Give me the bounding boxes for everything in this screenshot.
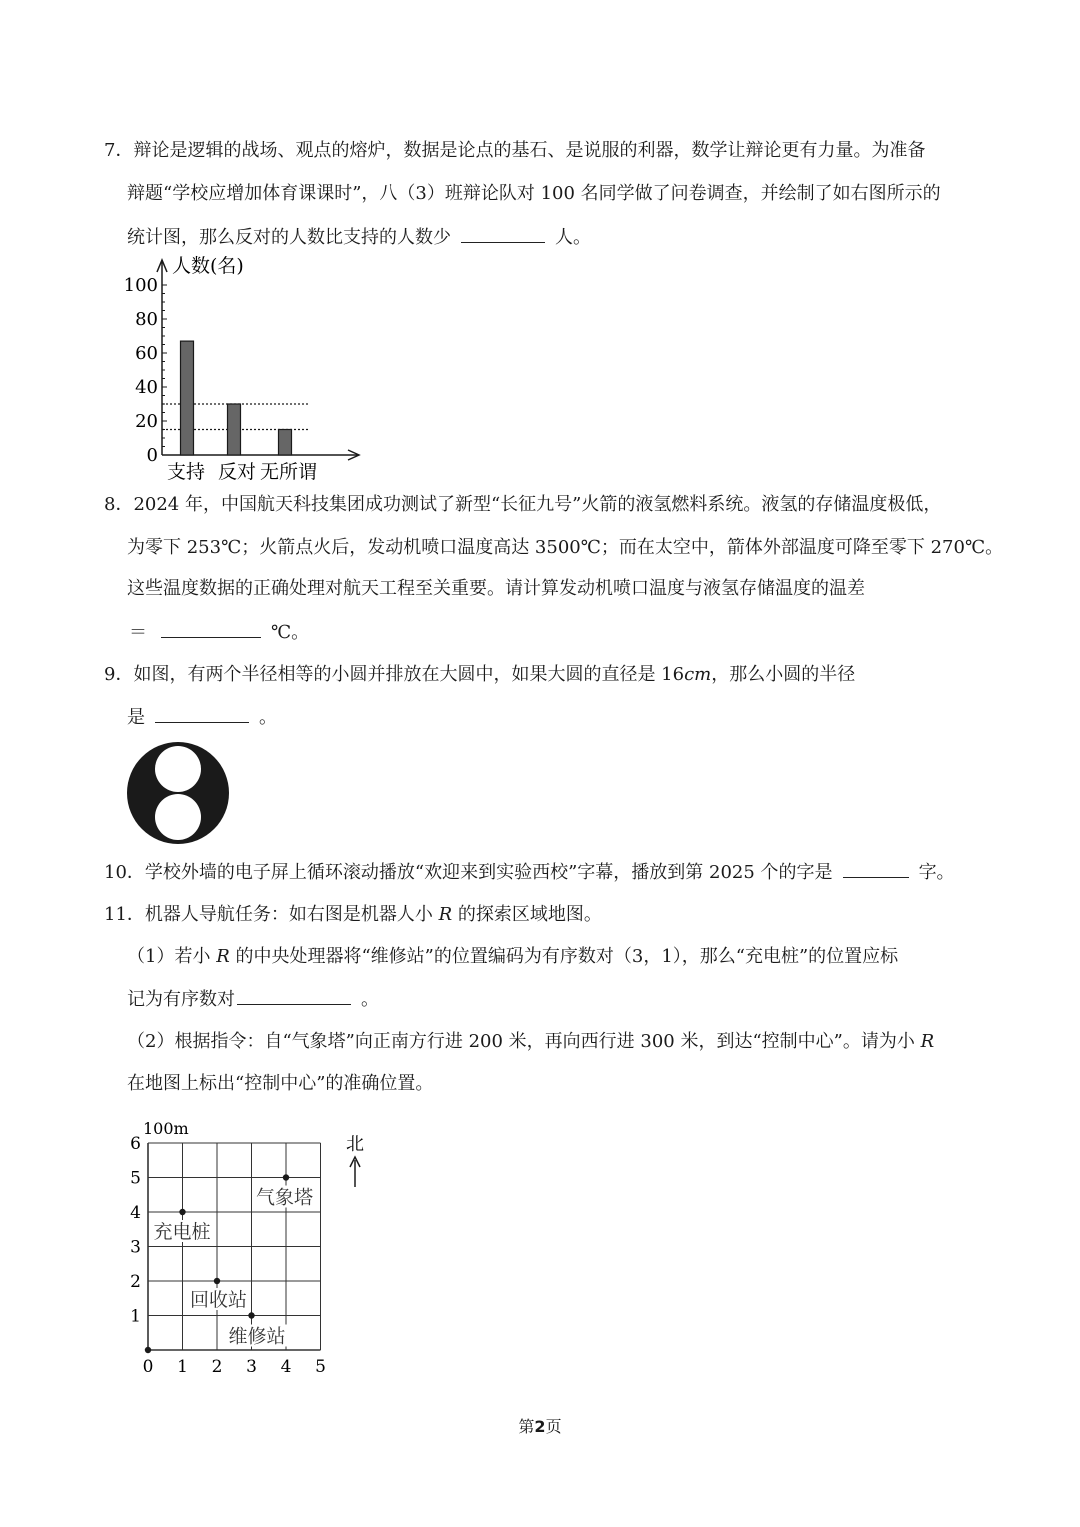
bar-y-tick-label: 40 [135, 377, 158, 398]
map-y-tick-label: 2 [130, 1272, 141, 1292]
q11-p1-robot-name: R [216, 946, 230, 967]
map-unit-label: 100m [143, 1119, 189, 1138]
map-y-tick-label: 5 [130, 1168, 141, 1189]
bar-chart-ylabel: 人数(名) [172, 255, 244, 277]
q7-line3-end: 人。 [555, 227, 591, 248]
q10-end: 字。 [918, 862, 955, 883]
q11-part2-line2: 在地图上标出“控制中心”的准确位置。 [127, 1073, 434, 1094]
q9-line1-end: ，那么小圆的半径 [711, 664, 856, 685]
map-x-tick-label: 1 [177, 1357, 188, 1377]
small-circle-bottom [155, 794, 201, 840]
north-arrow-icon [350, 1157, 360, 1187]
q7-answer-blank[interactable] [461, 224, 545, 243]
q9-line2 [127, 704, 277, 731]
map-y-tick-label: 6 [130, 1134, 141, 1154]
q11-line1 [104, 902, 602, 928]
map-x-tick-label: 0 [142, 1357, 154, 1377]
q9-line2-text: 是 [127, 707, 145, 728]
q11-p1-text3: 记为有序数对 [127, 989, 235, 1010]
q9-unit: cm [684, 664, 712, 685]
bar-y-tick-label: 100 [123, 275, 158, 296]
bar-y-tick-label: 60 [135, 343, 158, 364]
grid-map[interactable] [118, 1112, 388, 1382]
q8-line1: 8．2024 年，中国航天科技集团成功测试了新型“长征九号”火箭的液氢燃料系统。液氢的存储温度极低， [104, 494, 942, 515]
q7-line2: 辩题“学校应增加体育课课时”，八（3）班辩论队对 100 名同学做了问卷调查，并绘制了如右图所示的 [127, 183, 941, 204]
north-label: 北 [346, 1134, 364, 1155]
q11-part1-line2 [127, 986, 379, 1013]
q7-line3 [127, 224, 591, 251]
q7-line1: 7．辩论是逻辑的战场、观点的熔炉，数据是论点的基石、是说服的利器，数学让辩论更有力量。为准备 [104, 140, 926, 161]
map-y-tick-label: 3 [130, 1237, 141, 1258]
map-point-label: 气象塔 [256, 1186, 314, 1209]
q8-line3: 这些温度数据的正确处理对航天工程至关重要。请计算发动机喷口温度与液氢存储温度的温差 [127, 578, 865, 599]
map-x-tick-label: 2 [211, 1357, 223, 1377]
bar-1 [228, 404, 241, 455]
bar-category-label: 无所谓 [260, 461, 318, 483]
page-footer [0, 1414, 1080, 1437]
bar-y-tick-label: 80 [135, 309, 158, 330]
q9-line2-end: 。 [259, 707, 277, 728]
q11-answer-blank[interactable] [237, 986, 351, 1005]
map-x-ticks [143, 1357, 326, 1377]
q11-p2-robot-name: R [920, 1031, 935, 1052]
map-point-label: 充电桩 [153, 1221, 211, 1243]
small-circle-top [155, 746, 201, 792]
q10-line1 [104, 859, 955, 886]
map-origin-dot [145, 1347, 151, 1353]
q7-line3-text: 统计图，那么反对的人数比支持的人数少 [127, 227, 451, 248]
q11-robot-name: R [438, 904, 453, 925]
bar-category-label: 反对 [218, 461, 257, 483]
map-x-tick-label: 4 [280, 1357, 292, 1377]
bar-0 [181, 341, 194, 455]
map-y-tick-label: 4 [130, 1203, 141, 1223]
map-point-dot[interactable] [248, 1312, 254, 1318]
map-y-tick-label: 1 [130, 1306, 141, 1327]
footer-prefix: 第 [518, 1417, 535, 1436]
bar-y-tick-label: 20 [135, 411, 158, 432]
bar-2 [279, 430, 292, 456]
map-point-dot[interactable] [283, 1174, 289, 1180]
q11-part2-line1 [127, 1029, 934, 1055]
q8-equals: ＝ [129, 622, 147, 643]
q9-line1 [104, 662, 855, 688]
bar-chart-yticks [124, 275, 158, 466]
map-x-tick-label: 5 [315, 1357, 326, 1377]
q10-text: 10．学校外墙的电子屏上循环滚动播放“欢迎来到实验西校”字幕，播放到第 2025 个的字是 [104, 862, 833, 883]
map-points [145, 1174, 316, 1353]
footer-suffix: 页 [545, 1417, 562, 1436]
q8-line2: 为零下 253℃；火箭点火后，发动机喷口温度高达 3500℃；而在太空中，箭体外部温度可降至零下 270℃。 [127, 537, 1004, 558]
map-grid-lines [148, 1143, 321, 1350]
q10-answer-blank[interactable] [843, 859, 909, 878]
q11-p2-text: （2）根据指令：自“气象塔”向正南方行进 200 米，再向西行进 300 米，到达“控制中心”。请为小 [127, 1031, 921, 1052]
bar-category-label: 支持 [167, 461, 206, 483]
map-point-label: 回收站 [190, 1289, 248, 1311]
q11-text: 11．机器人导航任务：如右图是机器人小 [104, 904, 439, 925]
bar-chart [110, 250, 370, 485]
q8-answer-blank[interactable] [161, 619, 261, 638]
circles-figure [125, 740, 231, 846]
q11-text-end: 的探索区域地图。 [452, 904, 602, 925]
map-point-dot[interactable] [179, 1209, 185, 1215]
q9-line1-text: 9．如图，有两个半径相等的小圆并排放在大圆中，如果大圆的直径是 16 [104, 664, 685, 685]
q8-unit: ℃。 [271, 622, 310, 643]
map-x-tick-label: 3 [246, 1357, 257, 1377]
map-y-ticks [130, 1134, 141, 1327]
bar-y-tick-label: 0 [146, 445, 158, 466]
q8-line4 [129, 619, 309, 646]
q11-p1-end: 。 [361, 989, 379, 1010]
q11-p1-text2: 的中央处理器将“维修站”的位置编码为有序数对（3，1），那么“充电桩”的位置应标 [229, 946, 899, 967]
bar-chart-categories [167, 461, 317, 483]
q11-p1-text: （1）若小 [127, 946, 217, 967]
q11-part1-line1 [127, 944, 898, 970]
q9-answer-blank[interactable] [155, 704, 249, 723]
map-point-dot[interactable] [214, 1278, 220, 1284]
page-number: 2 [534, 1417, 546, 1436]
bar-chart-bars [162, 341, 310, 455]
map-point-label: 维修站 [228, 1325, 286, 1348]
